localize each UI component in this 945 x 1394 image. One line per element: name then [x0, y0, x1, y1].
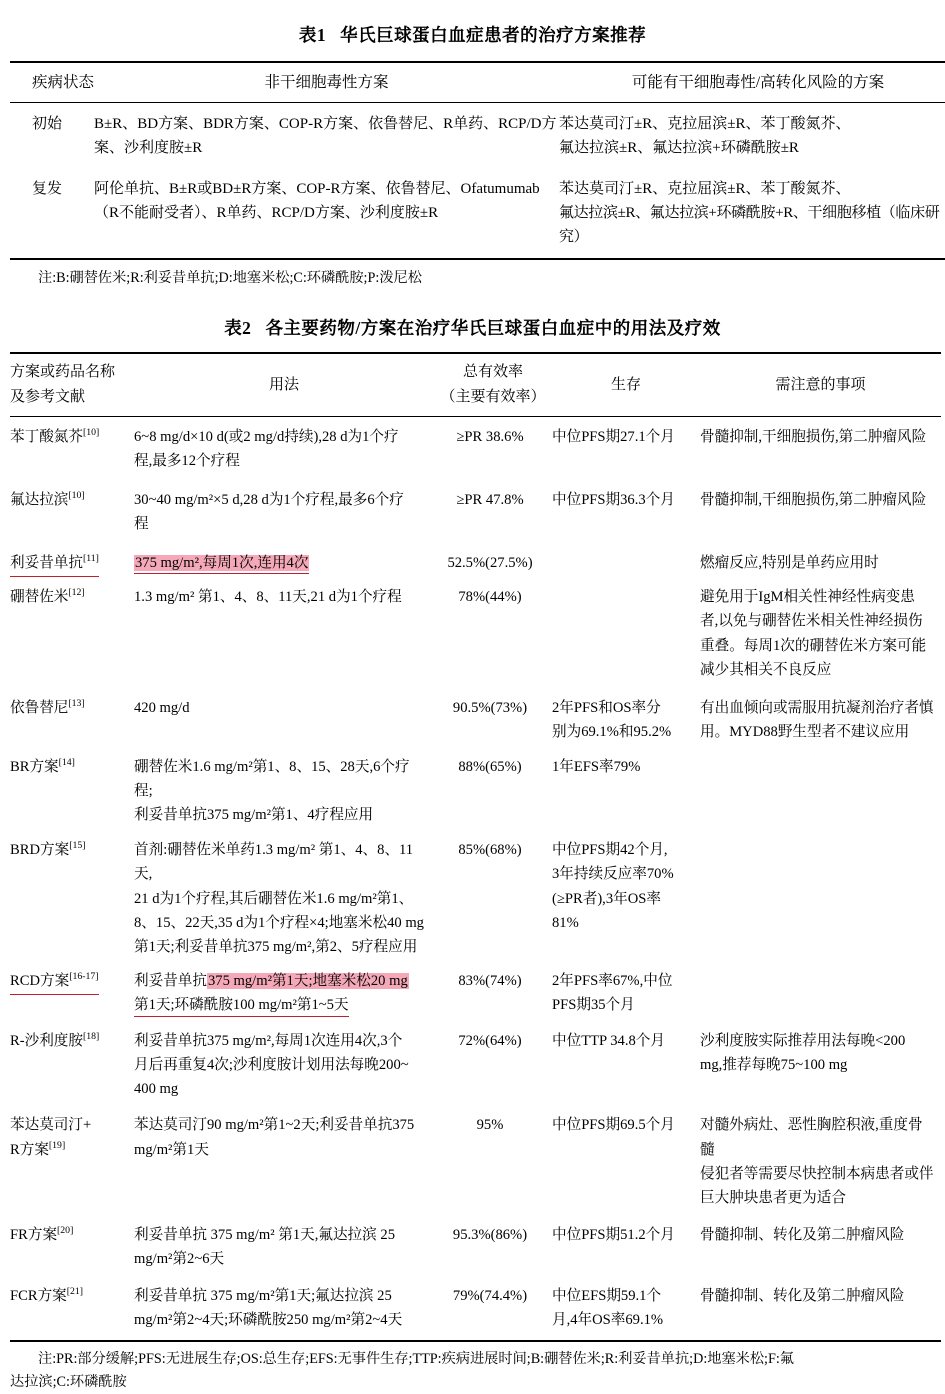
table2-cell-survival [552, 417, 700, 478]
text-line: 利妥昔单抗375 mg/m²,每周1次连用4次,3个 [134, 1032, 403, 1049]
reference-marker: [10] [82, 427, 100, 439]
table2-header-usage: 用法 [128, 353, 434, 416]
table2-cell-usage [128, 963, 434, 1021]
text-line: 有出血倾向或需服用抗凝剂治疗者慎 [700, 700, 934, 717]
table2-cell-notes [700, 963, 941, 1021]
text-line: 月后再重复4次;沙利度胺计划用法每晚200~ [134, 1056, 409, 1073]
text-line: 氟达拉滨±R、氟达拉滨+环磷酰胺±R [559, 140, 799, 157]
table2-row [10, 1214, 941, 1275]
text-line: 81% [552, 914, 579, 931]
usage-line-2 [134, 993, 428, 1017]
text-line: 程 [134, 515, 149, 532]
text-line: 利妥昔单抗375 mg/m²第1、4疗程应用 [134, 806, 374, 823]
table2-cell-notes [700, 417, 941, 478]
reference-marker: [20] [57, 1225, 74, 1237]
text-line: 骨髓抑制、转化及第二肿瘤风险 [700, 1287, 905, 1304]
table2-cell-survival [552, 831, 700, 963]
text-line: 苯达莫司汀±R、克拉屈滨±R、苯丁酸氮芥、 [559, 180, 851, 197]
table1-row [10, 103, 945, 167]
table2-cell-name [10, 688, 128, 748]
text-line: B±R、BD方案、BDR方案、COP-R方案、依鲁替尼、R单药、RCP/D方 [94, 116, 557, 133]
text-line: 400 mg [134, 1081, 179, 1098]
table2-note [0, 1342, 945, 1393]
drug-name: 苯丁酸氮芥 [10, 429, 83, 446]
table1-title [0, 22, 945, 47]
text-line: 中位EFS期59.1个 [552, 1287, 662, 1304]
text-line: (≥PR者),3年OS率 [552, 890, 661, 907]
text-line: mg/m²第1天 [134, 1141, 209, 1158]
text-line: 中位PFS期36.3个月 [552, 491, 675, 508]
text-line: mg/m²第2~6天 [134, 1251, 225, 1268]
table2-cell-orr: ≥PR 38.6% [434, 417, 552, 478]
text-line: 中位PFS期69.5个月 [552, 1117, 675, 1134]
text-line: 巨大肿块患者更为适合 [700, 1190, 846, 1206]
table2-header-notes: 需注意的事项 [700, 353, 941, 416]
table2-cell-orr: 79%(74.4%) [452, 1287, 528, 1304]
table1-title-text: 华氏巨球蛋白血症患者的治疗方案推荐 [340, 25, 647, 45]
table2-cell-name [10, 417, 128, 478]
text-line: 氟达拉滨±R、氟达拉滨+环磷酰胺+R、干细胞移植（临床研究） [559, 205, 940, 246]
table2-cell-usage [128, 581, 434, 688]
text-line: 及参考文献 [10, 389, 86, 406]
table2-cell-name [10, 1214, 128, 1275]
table2-cell-orr: 95% [476, 1117, 504, 1134]
table2-cell-orr: 83%(74%) [458, 973, 522, 990]
reference-marker: [18] [82, 1030, 100, 1042]
table2-row [10, 1022, 941, 1106]
reference-marker: [11] [82, 553, 99, 565]
text-line: 月,4年OS率69.1% [552, 1311, 664, 1328]
table1-header-disease-state: 疾病状态 [10, 62, 94, 103]
table1-header-cytotoxic: 可能有干细胞毒性/高转化风险的方案 [559, 62, 945, 103]
text-line: 30~40 mg/m²×5 d,28 d为1个疗程,最多6个疗 [134, 491, 404, 508]
text-line: 中位TTP 34.8个月 [552, 1032, 665, 1049]
text-line: 骨髓抑制、转化及第二肿瘤风险 [700, 1227, 905, 1244]
underlined-text: 第1天;环磷酰胺100 mg/m²第1~5天 [134, 996, 349, 1016]
text-line: 硼替佐米1.6 mg/m²第1、8、15、28天,6个疗程; [134, 758, 410, 799]
table2-cell-survival [552, 688, 700, 748]
drug-name-line-2 [10, 1138, 122, 1162]
table2-cell-name [10, 478, 128, 540]
table2-cell-usage [128, 688, 434, 748]
table2-row [10, 1276, 941, 1341]
table1-header-non-cytotoxic: 非干细胞毒性方案 [94, 62, 559, 103]
text-line: 避免用于IgM相关性神经性病变患 [700, 589, 915, 606]
text-line: 侵犯者等需要尽快控制本病患者或伴 [700, 1165, 934, 1182]
table2-cell-notes [700, 1022, 941, 1106]
table1-cell-non-cytotoxic [94, 167, 559, 259]
highlight-text: 375 mg/m²,每周1次,连用4次 [135, 554, 309, 571]
drug-name: BR方案 [10, 758, 59, 775]
text-line: 对髓外病灶、恶性胸腔积液,重度骨髓 [700, 1117, 923, 1158]
table2-cell-orr: 95.3%(86%) [452, 1227, 528, 1244]
table2-cell-usage [128, 1022, 434, 1106]
usage-highlight [134, 554, 309, 574]
text-line: 减少其相关不良反应 [700, 661, 832, 678]
table2-cell-orr: 88%(65%) [458, 758, 522, 775]
table1-header-row [10, 62, 945, 103]
table2-cell-survival [552, 581, 700, 688]
text-line: 方案或药品名称 [10, 364, 116, 381]
reference-marker: [13] [68, 698, 85, 710]
table2-row [10, 831, 941, 963]
table2-cell-usage [128, 417, 434, 478]
text-line: 8、15、22天,35 d为1个疗程×4;地塞米松40 mg [134, 914, 424, 931]
table2-cell-notes [700, 688, 941, 748]
drug-name: RCD方案 [10, 973, 70, 990]
text-line: 利妥昔单抗 375 mg/m²第1天;氟达拉滨 25 [134, 1287, 392, 1304]
table1-row [10, 167, 945, 259]
text-line: 中位PFS期27.1个月 [552, 429, 675, 446]
table2-cell-notes [700, 749, 941, 832]
table2-cell-orr: 72%(64%) [458, 1032, 522, 1049]
text-line: 别为69.1%和95.2% [552, 724, 672, 741]
table2-row [10, 417, 941, 478]
table2-cell-orr: 90.5%(73%) [452, 700, 528, 717]
text-line: （主要有效率） [440, 389, 546, 406]
table2-cell-usage [128, 749, 434, 832]
table2-cell-orr: 78%(44%) [458, 589, 522, 606]
text-line: 1年EFS率79% [552, 758, 641, 775]
table2-cell-usage [128, 1105, 434, 1214]
table2-cell-notes [700, 1276, 941, 1341]
table2-cell-name [10, 1022, 128, 1106]
text-line: 案、沙利度胺±R [94, 140, 203, 157]
table2-cell-name [10, 581, 128, 688]
drug-name: 氟达拉滨 [10, 491, 69, 508]
text-line: 21 d为1个疗程,其后硼替佐米1.6 mg/m²第1、 [134, 890, 414, 907]
text-line: 420 mg/d [134, 700, 190, 717]
reference-marker: [21] [66, 1285, 84, 1297]
drug-name: 利妥昔单抗 [10, 554, 83, 571]
drug-name: BRD方案 [10, 842, 70, 859]
table2-row [10, 1105, 941, 1214]
table2-cell-orr: 85%(68%) [458, 842, 522, 859]
table2-cell-survival [552, 540, 700, 581]
text-line: 6~8 mg/d×10 d(或2 mg/d持续),28 d为1个疗 [134, 429, 399, 446]
text-line: 骨髓抑制,干细胞损伤,第二肿瘤风险 [700, 429, 927, 446]
drug-name-line-1: 苯达莫司汀+ [10, 1117, 92, 1134]
table2-cell-usage [128, 1214, 434, 1275]
table1-cell-cytotoxic [559, 167, 945, 259]
note-line-2: 达拉滨;C:环磷酰胺 [10, 1373, 127, 1390]
drug-name: 依鲁替尼 [10, 700, 69, 717]
table2-row [10, 688, 941, 748]
table2-row [10, 478, 941, 540]
table2-cell-orr: ≥PR 47.8% [456, 491, 524, 508]
table2-title [0, 315, 945, 340]
table2-cell-survival [552, 1105, 700, 1214]
table2-cell-survival [552, 1276, 700, 1341]
text-line: 总有效率 [462, 364, 523, 381]
table2-row-highlighted [10, 540, 941, 581]
table2-cell-name [10, 963, 128, 1021]
text-line: 第1天;利妥昔单抗375 mg/m²,第2、5疗程应用 [134, 939, 418, 956]
text-line: PFS期35个月 [552, 997, 635, 1014]
text-line: 中位PFS期42个月, [552, 842, 668, 859]
usage-line-1 [134, 969, 428, 993]
drug-name: R-沙利度胺 [10, 1032, 83, 1049]
table2-cell-notes [700, 478, 941, 540]
table2-cell-survival [552, 1022, 700, 1106]
highlight-text: 375 mg/m²第1天;地塞米松20 mg [207, 973, 408, 990]
drug-name: FCR方案 [10, 1287, 67, 1304]
table1-note: 注:B:硼替佐米;R:利妥昔单抗;D:地塞米松;C:环磷酰胺;P:泼尼松 [38, 269, 422, 286]
table2-row-highlighted [10, 963, 941, 1021]
text-line: 重叠。每周1次的硼替佐米方案可能 [700, 637, 927, 654]
text-line: 苯达莫司汀±R、克拉屈滨±R、苯丁酸氮芥、 [559, 116, 851, 133]
text-line: mg,推荐每晚75~100 mg [700, 1056, 848, 1073]
text-line: 沙利度胺实际推荐用法每晚<200 [700, 1032, 906, 1049]
table2-header-survival: 生存 [552, 353, 700, 416]
table2-cell-name [10, 831, 128, 963]
table2-cell-survival [552, 478, 700, 540]
table2-cell-notes [700, 540, 941, 581]
table2-cell-survival [552, 963, 700, 1021]
reference-marker: [14] [58, 756, 75, 768]
table2-title-text: 各主要药物/方案在治疗华氏巨球蛋白血症中的用法及疗效 [265, 318, 721, 339]
reference-marker: [16-17] [69, 971, 99, 983]
text-line: 3年持续反应率70% [552, 866, 674, 883]
text-line: mg/m²第2~4天;环磷酰胺250 mg/m²第2~4天 [134, 1311, 403, 1328]
table2-cell-orr: 52.5%(27.5%) [447, 554, 533, 571]
text-line: 1.3 mg/m² 第1、4、8、11天,21 d为1个疗程 [134, 589, 402, 606]
text-line: 苯达莫司汀90 mg/m²第1~2天;利妥昔单抗375 [134, 1117, 415, 1134]
table2-cell-usage [128, 478, 434, 540]
drug-name: FR方案 [10, 1227, 58, 1244]
reference-marker: [15] [69, 840, 86, 852]
table2-cell-notes [700, 581, 941, 688]
table2-row [10, 581, 941, 688]
table2-header-orr [434, 353, 552, 416]
note-line-1: 注:PR:部分缓解;PFS:无进展生存;OS:总生存;EFS:无事件生存;TTP:疾病进展时间;B:硼替佐米;R:利妥昔单抗;D:地塞米松;F:氟 [38, 1351, 794, 1368]
table2-cell-notes [700, 831, 941, 963]
table2 [10, 352, 941, 1342]
table2-cell-name [10, 540, 128, 581]
drug-name: R方案 [10, 1141, 49, 1158]
table1-cell-cytotoxic [559, 103, 945, 167]
table2-cell-name [10, 1276, 128, 1341]
text-line: 2年PFS率67%,中位 [552, 973, 673, 990]
text-line: 2年PFS和OS率分 [552, 700, 661, 717]
text-line: 首剂:硼替佐米单药1.3 mg/m² 第1、4、8、11天, [134, 842, 414, 883]
text-line: （R不能耐受者）、R单药、RCP/D方案、沙利度胺±R [94, 205, 439, 221]
table2-cell-survival [552, 1214, 700, 1275]
reference-marker: [12] [68, 587, 85, 599]
text-line: 用。MYD88野生型者不建议应用 [700, 724, 910, 741]
table1-cell-state: 初始 [10, 103, 94, 167]
table2-cell-notes [700, 1105, 941, 1214]
text-line: 燃瘤反应,特别是单药应用时 [700, 554, 879, 571]
table2-cell-usage [128, 540, 434, 581]
table2-cell-notes [700, 1214, 941, 1275]
table2-cell-name [10, 1105, 128, 1214]
reference-marker: [19] [48, 1139, 66, 1151]
drug-name: 硼替佐米 [10, 589, 69, 606]
table1-cell-state: 复发 [32, 180, 63, 197]
table2-cell-usage [128, 1276, 434, 1341]
table1-number: 表1 [298, 25, 327, 45]
table2-number: 表2 [224, 318, 252, 339]
table2-header-name [10, 353, 128, 416]
table2-row [10, 749, 941, 832]
text-line: 阿伦单抗、B±R或BD±R方案、COP-R方案、依鲁替尼、Ofatumumab [94, 180, 540, 197]
text-segment: 利妥昔单抗 [134, 973, 207, 990]
text-line: 程,最多12个疗程 [134, 453, 240, 470]
reference-marker: [10] [68, 489, 85, 501]
text-line: 者,以免与硼替佐米相关性神经损伤 [700, 613, 923, 630]
text-line: 利妥昔单抗 375 mg/m² 第1天,氟达拉滨 25 [134, 1227, 395, 1244]
text-line: 骨髓抑制,干细胞损伤,第二肿瘤风险 [700, 491, 927, 508]
table2-cell-survival [552, 749, 700, 832]
table1 [10, 61, 945, 260]
table2-cell-usage [128, 831, 434, 963]
table2-cell-name [10, 749, 128, 832]
table2-header-row [10, 353, 941, 416]
table1-cell-non-cytotoxic [94, 103, 559, 167]
text-line: 中位PFS期51.2个月 [552, 1227, 675, 1244]
